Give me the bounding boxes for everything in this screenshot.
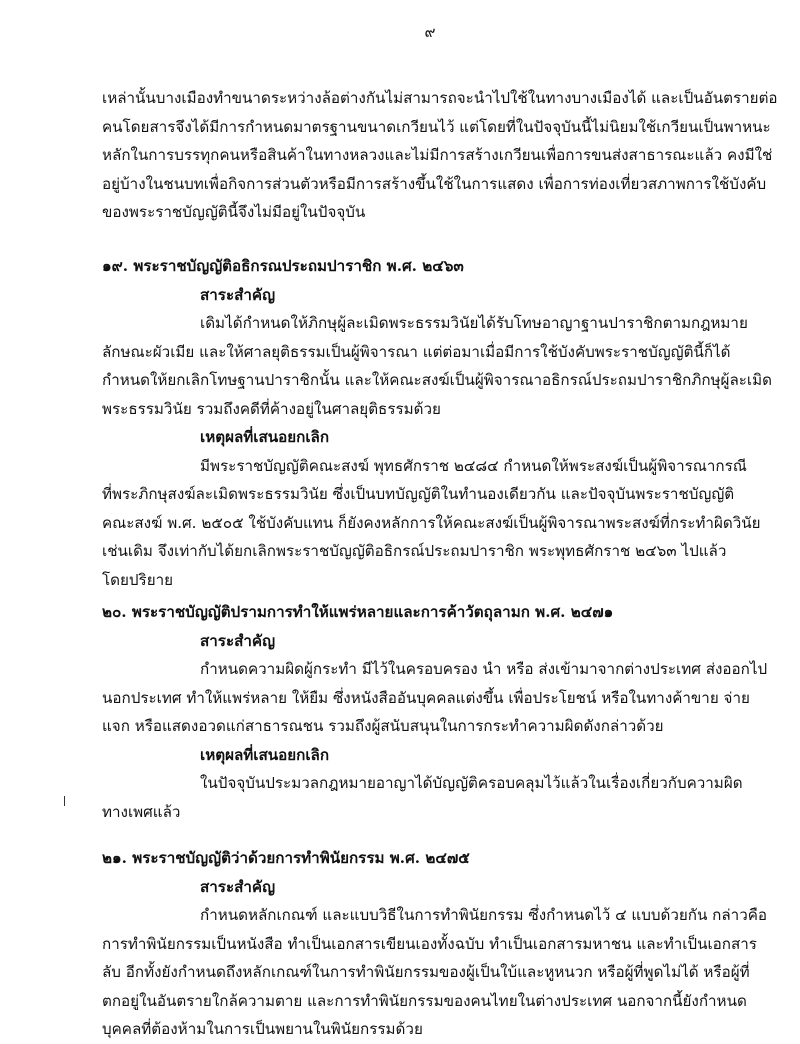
intro-line: คนโดยสารจึงได้มีการกำหนดมาตรฐานขนาดเกวียนไว้ แต่โดยที่ในปัจจุบันนี้ไม่นิยมใช้เกวียนเป็นพาหนะ [102,117,771,136]
intro-paragraph [102,84,778,227]
essence-line: กำหนดหลักเกณฑ์ และแบบวิธีในการทำพินัยกรรม ซึ่งกำหนดไว้ ๔ แบบด้วยกัน กล่าวคือ [200,906,768,924]
essence-label: สาระสำคัญ [200,285,276,304]
reason-line: คณะสงฆ์ พ.ศ. ๒๕๐๕ ใช้บังคับแทน ก็ยังคงหลักการให้คณะสงฆ์เป็นผู้พิจารณาพระสงฆ์ที่กระทำผิดวินัย [102,513,761,532]
reason-line: ในปัจจุบันประมวลกฎหมายอาญาได้บัญญัติครอบคลุมไว้แล้วในเรื่องเกี่ยวกับความผิด [200,774,743,792]
essence-line: ลักษณะผัวเมีย และให้ศาลยุติธรรมเป็นผู้พิจารณา แต่ต่อมาเมื่อมีการใช้บังคับพระราชบัญญัตินี้ก็ได้ [102,342,731,361]
reason-line: ที่พระภิกษุสงฆ์ละเมิดพระธรรมวินัย ซึ่งเป็นบทบัญญัติในทำนองเดียวกัน และปัจจุบันพระราชบัญญัติ [102,485,735,503]
margin-mark [64,796,65,806]
essence-line: บุคคลที่ต้องห้ามในการเป็นพยานในพินัยกรรมด้วย [102,1020,423,1038]
essence-label: สาระสำคัญ [200,877,276,896]
section-heading: ๒๑. พระราชบัญญัติว่าด้วยการทำพินัยกรรม พ.ศ. ๒๔๗๕ [102,849,470,867]
essence-line: แจก หรือแสดงอวดแก่สาธารณชน รวมถึงผู้สนับสนุนในการกระทำความผิดดังกล่าวด้วย [102,717,664,735]
section-19 [102,252,772,594]
intro-line: อยู่บ้างในชนบทเพื่อกิจการส่วนตัวหรือมีการสร้างขึ้นใช้ในการแสดง เพื่อการท่องเที่ยวสภาพการใช้บังคับ [102,174,767,193]
intro-line: ของพระราชบัญญัตินี้จึงไม่มีอยู่ในปัจจุบัน [102,203,366,221]
reason-line: โดยปริยาย [102,570,174,589]
essence-line: ตกอยู่ในอันตรายใกล้ความตาย และการทำพินัยกรรมของคนไทยในต่างประเทศ นอกจากนี้ยังกำหนด [102,991,747,1010]
reason-line: ทางเพศแล้ว [102,802,181,821]
essence-line: นอกประเทศ ทำให้แพร่หลาย ให้ยืม ซึ่งหนังสืออันบุคคลแต่งขึ้น เพื่อประโยชน์ หรือในทางค้าขาย จ่าย [102,688,750,707]
reason-line: เช่นเดิม จึงเท่ากับได้ยกเลิกพระราชบัญญัติอธิกรณ์ประถมปาราชิก พระพุทธศักราช ๒๔๖๓ ไปแล้ว [102,542,727,560]
reason-label: เหตุผลที่เสนอยกเลิก [200,428,330,446]
essence-line: การทำพินัยกรรมเป็นหนังสือ ทำเป็นเอกสารเขียนเองทั้งฉบับ ทำเป็นเอกสารมหาชน และทำเป็นเอกสาร [102,934,757,953]
section-heading: ๑๙. พระราชบัญญัติอธิกรณประถมปาราชิก พ.ศ. ๒๔๖๓ [102,257,464,275]
intro-line: เหล่านั้นบางเมืองทำขนาดระหว่างล้อต่างกันไม่สามารถจะนำไปใช้ในทางบางเมืองได้ และเป็นอันตรายต่อ [102,89,778,107]
section-heading: ๒๐. พระราชบัญญัติปรามการทำให้แพร่หลายและการค้าวัตถุลามก พ.ศ. ๒๔๗๑ [102,603,614,621]
section-21 [102,844,768,1044]
reason-line: มีพระราชบัญญัติคณะสงฆ์ พุทธศักราช ๒๔๘๔ กำหนดให้พระสงฆ์เป็นผู้พิจารณากรณี [200,456,747,475]
intro-line: หลักในการบรรทุกคนหรือสินค้าในทางหลวงและไม่มีการสร้างเกวียนเพื่อการขนส่งสาธารณะแล้ว คงมีใช่ [102,146,773,164]
essence-line: กำหนดให้ยกเลิกโทษฐานปาราชิกนั้น และให้คณะสงฆ์เป็นผู้พิจารณาอธิกรณ์ประถมปาราชิกภิกษุผู้ละเมิด [102,371,772,389]
essence-line: กำหนดความผิดผู้กระทำ มีไว้ในครอบครอง นำ หรือ ส่งเข้ามาจากต่างประเทศ ส่งออกไป [200,660,768,678]
reason-label: เหตุผลที่เสนอยกเลิก [200,745,330,764]
essence-line: พระธรรมวินัย รวมถึงคดีที่ค้างอยู่ในศาลยุติธรรมด้วย [102,399,441,418]
essence-label: สาระสำคัญ [200,631,276,650]
page-number: ๙ [424,23,436,41]
essence-line: ลับ อีกทั้งยังกำหนดถึงหลักเกณฑ์ในการทำพินัยกรรมของผู้เป็นใบ้และหูหนวก หรือผู้ที่พูดไม่ได้ หรือผู้ที่ [102,963,750,981]
section-20 [102,598,768,826]
essence-line: เดิมได้กำหนดให้ภิกษุผู้ละเมิดพระธรรมวินัยได้รับโทษอาญาฐานปาราชิกตามกฎหมาย [200,314,748,332]
